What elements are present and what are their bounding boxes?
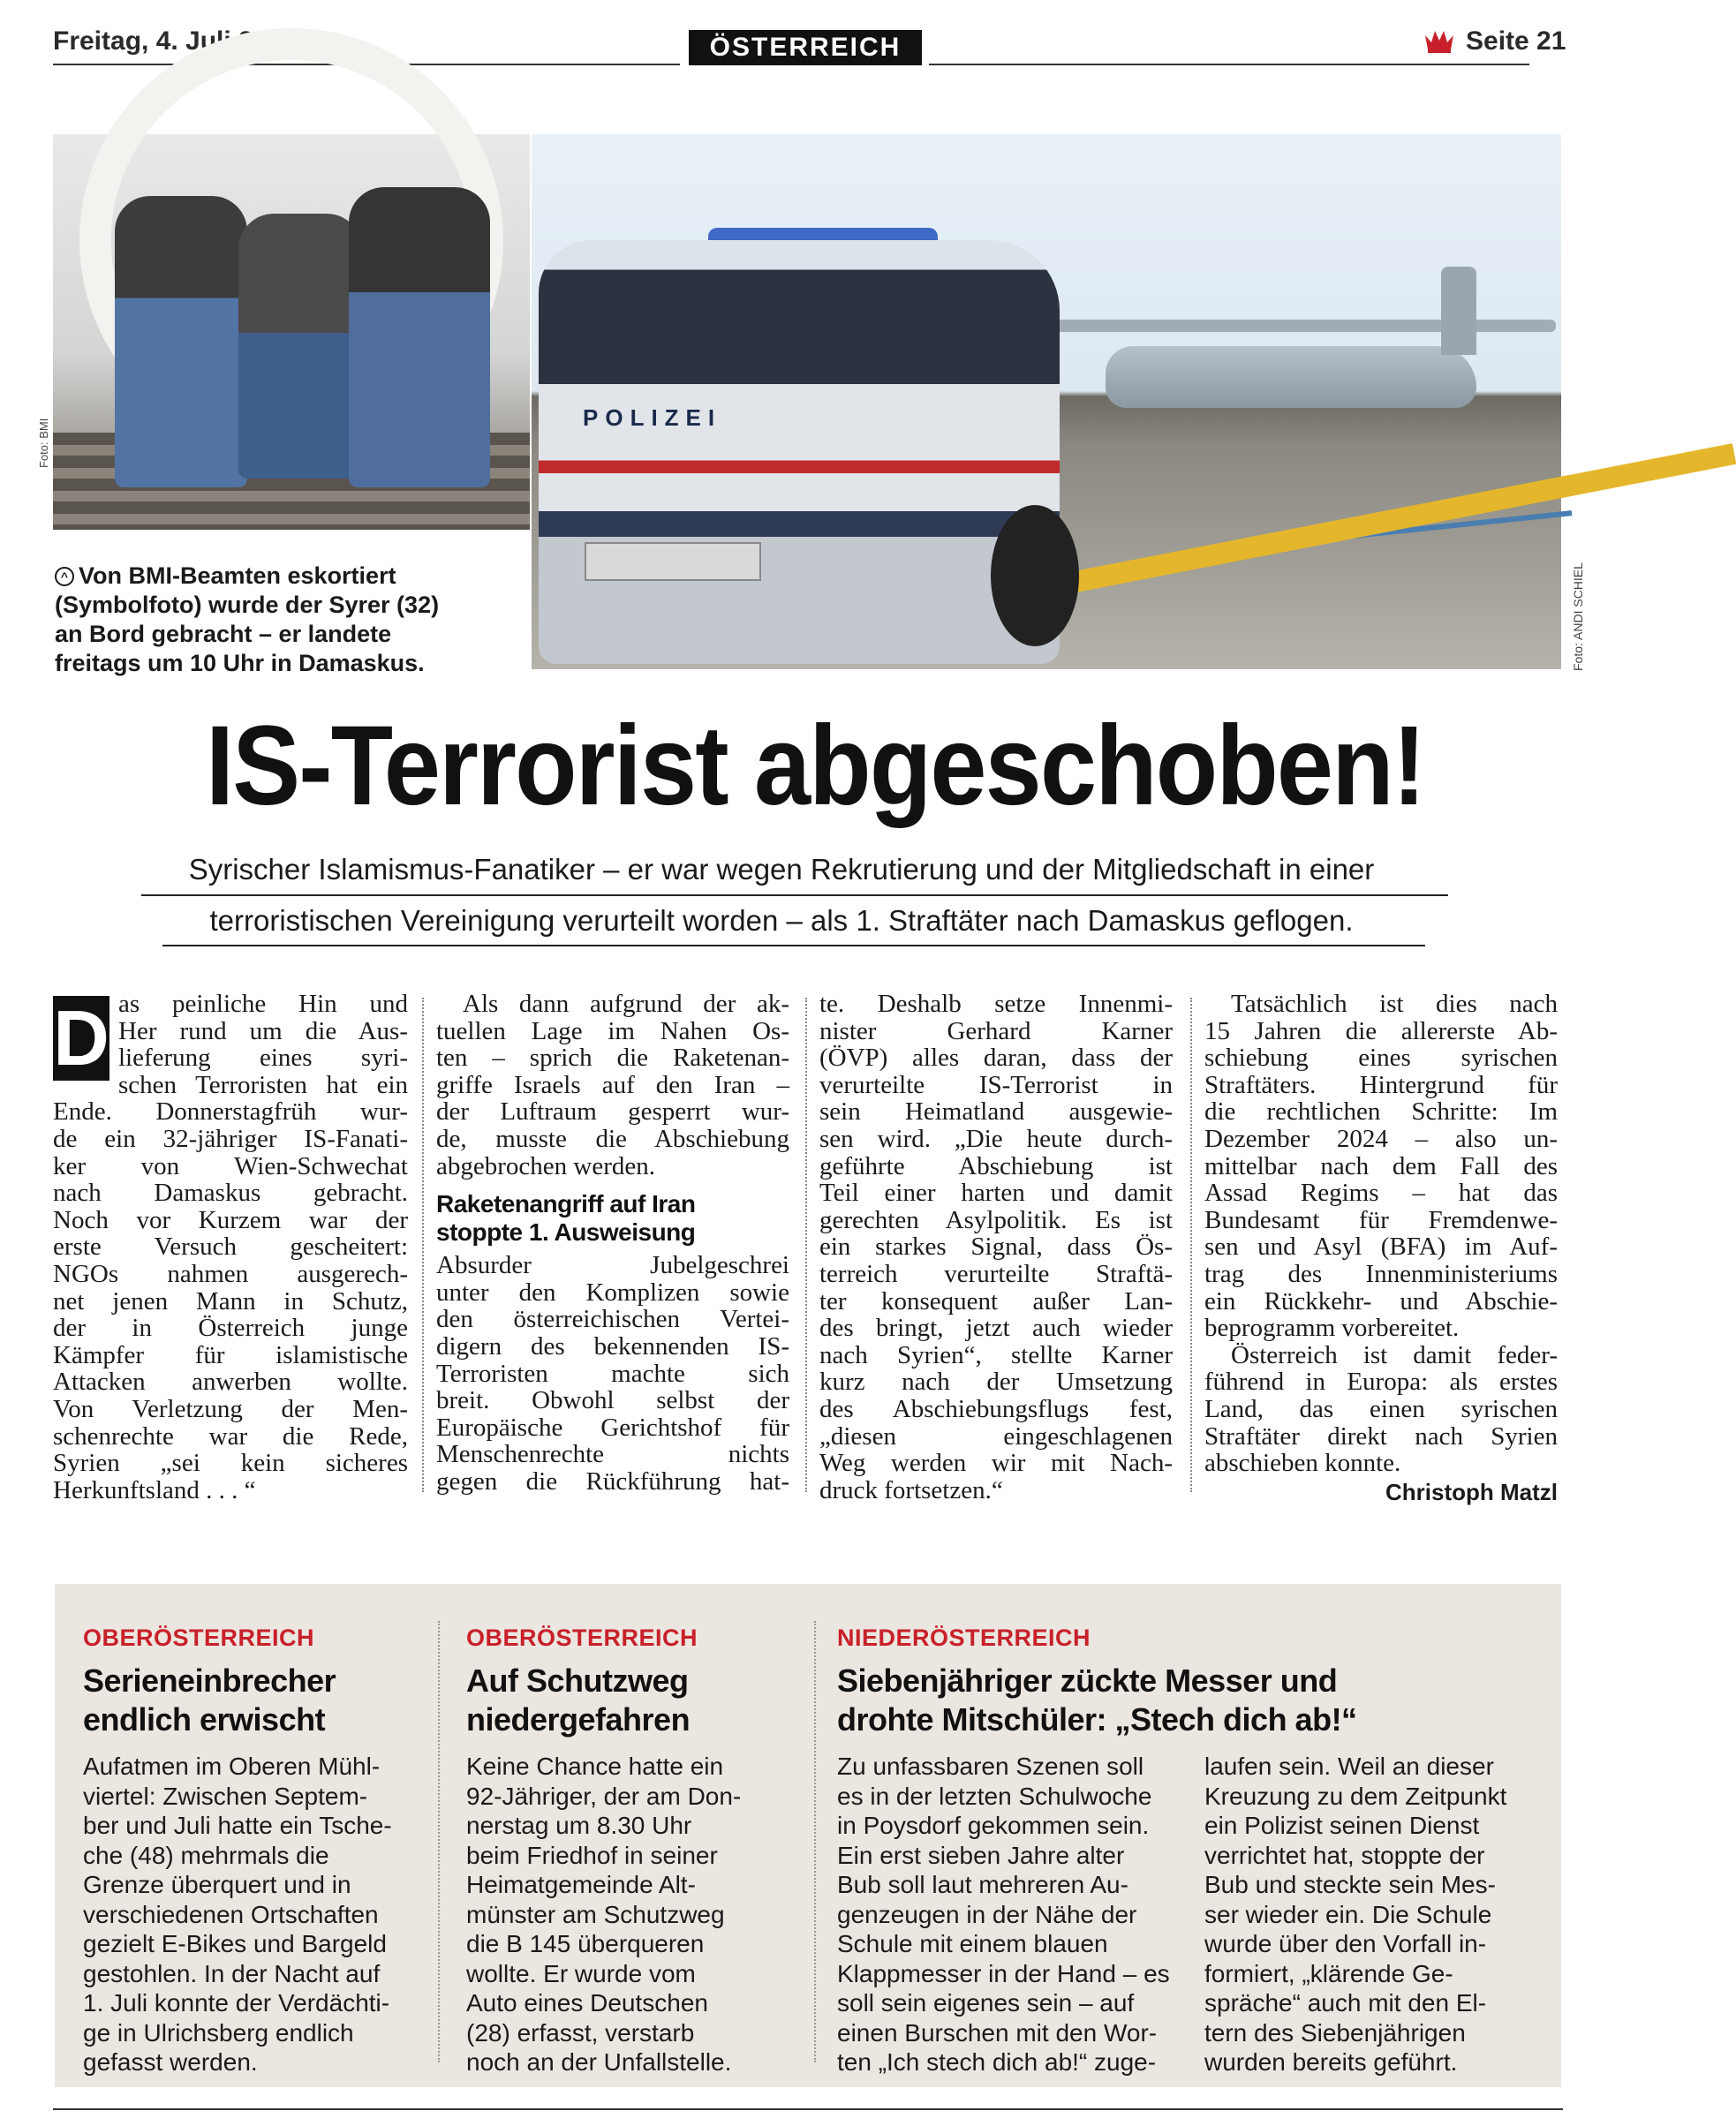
text-line: trag des Innenministeriums (1204, 1259, 1558, 1288)
subheadline-line-2: terroristischen Vereinigung verurteilt worden – als 1. Straftäter nach Damaskus geflogen. (209, 904, 1354, 937)
police-van (539, 240, 1060, 664)
text-line: viertel: Zwischen Septem- (83, 1782, 368, 1810)
text-line: Ende. Donnerstagfrüh wur- (53, 1097, 408, 1127)
text-line: des bringt, jetzt auch wieder (819, 1314, 1173, 1343)
plane-fuselage (1106, 346, 1476, 408)
text-line: nister Gerhard Karner (819, 1016, 1173, 1045)
text-line: che (48) mehrmals die (83, 1841, 329, 1869)
brief-2-text (466, 1752, 741, 2077)
brief-3-header (837, 1623, 1357, 1739)
text-line: Teil einer harten und damit (819, 1179, 1173, 1208)
text-line: NGOs nahmen ausgerech- (53, 1259, 408, 1288)
text-line: Ein erst sieben Jahre alter (837, 1841, 1125, 1869)
text-line: nach Syrien“, stellte Karner (819, 1340, 1173, 1369)
officer-right (349, 187, 490, 487)
brief-divider (814, 1621, 816, 2062)
subheadline-line-1: Syrischer Islamismus-Fanatiker – er war wegen Rekrutierung und der Mitgliedschaft in einer (188, 853, 1375, 886)
text-line: digern des bekennenden IS- (436, 1331, 789, 1361)
text-line: ein Rückkehr- und Abschie- (1204, 1286, 1558, 1316)
text-line: ten – sprich die Raketenan- (436, 1044, 789, 1073)
text-line: spräche“ auch mit den El- (1204, 1989, 1487, 2017)
text-line: soll sein eigenes sein – auf (837, 1989, 1135, 2017)
text-line: Keine Chance hatte ein (466, 1753, 724, 1780)
text-line: gezielt E-Bikes und Bargeld (83, 1930, 387, 1957)
text-line: abschieben konnte. (1204, 1449, 1401, 1478)
text-line: nach Damaskus gebracht. (53, 1179, 408, 1208)
text-line: Syrien „sei kein sicheres (53, 1449, 408, 1478)
text-line: 92-Jähriger, der am Don- (466, 1782, 742, 1810)
text-line: Schule mit einem blauen (837, 1930, 1108, 1957)
text-line: wollte. Er wurde vom (466, 1959, 696, 1987)
text-line: Straftäters. Hintergrund für (1204, 1070, 1558, 1099)
text-line: Assad Regims – hat das (1204, 1179, 1558, 1208)
brief-title-line: Serieneinbrecher (83, 1662, 336, 1699)
text-line: in Poysdorf gekommen sein. (837, 1812, 1150, 1839)
photo-escort-stairs (53, 134, 530, 530)
text-line: schenrechte war die Rede, (53, 1421, 408, 1451)
text-line: ten „Ich stech dich ab!“ zuge- (837, 2048, 1157, 2076)
text-line: Von Verletzung der Men- (53, 1394, 408, 1423)
text-line: tuellen Lage im Nahen Os- (436, 1016, 789, 1045)
photo1-credit: Foto: BMI (37, 418, 50, 468)
text-line: Bub soll laut mehreren Au- (837, 1871, 1128, 1898)
text-line: de ein 32-jähriger IS-Fanati- (53, 1124, 408, 1153)
text-line: Straftäter direkt nach Syrien (1204, 1421, 1558, 1451)
text-line: Land, das einen syrischen (1204, 1394, 1558, 1423)
text-line: Tatsächlich ist dies nach (1231, 990, 1558, 1018)
text-line: der in Österreich junge (53, 1314, 408, 1343)
text-line: tern des Siebenjährigen (1204, 2018, 1466, 2047)
text-line: Kreuzung zu dem Zeitpunkt (1204, 1782, 1507, 1810)
van-wheel (991, 505, 1079, 646)
text-line: laufen sein. Weil an dieser (1204, 1753, 1494, 1780)
text-line: schen Terroristen hat ein (118, 1070, 408, 1099)
brief-3-text-col-a (837, 1752, 1170, 2077)
brief-1-header (83, 1623, 336, 1739)
deportee (238, 214, 362, 479)
text-line: Attacken anwerben wollte. (53, 1368, 408, 1397)
text-line: net jenen Mann in Schutz, (53, 1286, 408, 1316)
text-line: geführte Abschiebung ist (819, 1151, 1173, 1180)
text-line: as peinliche Hin und (118, 990, 408, 1018)
brief-title-line: Siebenjähriger zückte Messer und (837, 1662, 1338, 1699)
text-line: Terroristen machte sich (436, 1359, 789, 1388)
brief-1-text (83, 1752, 392, 2077)
text-line: gegen die Rückführung hat- (436, 1466, 789, 1496)
van-lettering: POLIZEI (583, 404, 722, 431)
text-line: genzeugen in der Nähe der (837, 1900, 1137, 1928)
brief-3-text-col-b (1204, 1752, 1506, 2077)
headline: IS-Terrorist abgeschoben! (206, 703, 1425, 829)
article-column-2 (436, 991, 789, 1496)
text-line: Noch vor Kurzem war der (53, 1205, 408, 1234)
page-number: Seite 21 (1466, 26, 1566, 56)
photo-police-van-plane (532, 134, 1561, 669)
article-column-3 (819, 991, 1173, 1504)
text-line: (ÖVP) alles daran, dass der (819, 1044, 1173, 1073)
brief-divider (438, 1621, 440, 2062)
text-line: verschiedenen Ortschaften (83, 1900, 379, 1928)
text-line: der Luftraum gesperrt wur- (436, 1097, 789, 1127)
plane-tail (1441, 267, 1476, 355)
photo2-credit: Foto: ANDI SCHIEL (1571, 562, 1585, 671)
brief-2-header (466, 1623, 698, 1739)
text-line: schiebung eines syrischen (1204, 1044, 1558, 1073)
issue-date: Freitag, 4. Juli 2025 (53, 26, 298, 56)
text-line: Aufatmen im Oberen Mühl- (83, 1753, 381, 1780)
text-line: münster am Schutzweg (466, 1900, 725, 1928)
text-line: den österreichischen Vertei- (436, 1305, 789, 1334)
brief-title-line: niedergefahren (466, 1701, 691, 1738)
text-line: druck fortsetzen.“ (819, 1475, 1003, 1504)
text-line: Österreich ist damit feder- (1231, 1340, 1558, 1369)
text-line: verrichtet hat, stoppte der (1204, 1841, 1485, 1869)
text-line: terreich verurteilte Straftä- (819, 1259, 1173, 1288)
text-line: Menschenrechte nichts (436, 1440, 789, 1469)
caption-line-2: (Symbolfoto) wurde der Syrer (32) (55, 592, 440, 618)
license-plate-blurred (585, 542, 761, 581)
text-line: beprogramm vorbereitet. (1204, 1314, 1460, 1343)
text-line: Zu unfassbaren Szenen soll (837, 1753, 1144, 1780)
plane-wing (1026, 320, 1556, 332)
brief-title-line: drohte Mitschüler: „Stech dich ab!“ (837, 1701, 1357, 1738)
text-line: ker von Wien-Schwechat (53, 1151, 408, 1180)
text-line: Her rund um die Aus- (118, 1016, 408, 1045)
column-divider (1190, 998, 1192, 1492)
text-line: Herkunftsland . . . “ (53, 1475, 256, 1504)
article-column-1 (53, 991, 408, 1504)
text-line: nerstag um 8.30 Uhr (466, 1812, 692, 1839)
text-line: Weg werden wir mit Nach- (819, 1449, 1173, 1478)
text-line: de, musste die Abschiebung (436, 1124, 789, 1153)
photo-caption (55, 562, 532, 678)
text-line: Bub und steckte sein Mes- (1204, 1871, 1496, 1898)
section-label: ÖSTERREICH (689, 30, 922, 65)
subheadline-rule-2 (162, 945, 1425, 946)
text-line: sein Heimatland ausgewie- (819, 1097, 1173, 1127)
text-line: gerechten Asylpolitik. Es ist (819, 1205, 1173, 1234)
text-line: Grenze überquert und in (83, 1871, 351, 1898)
text-line: „diesen eingeschlagenen (819, 1421, 1173, 1451)
text-line: beim Friedhof in seiner (466, 1841, 718, 1869)
brief-title-line: Auf Schutzweg (466, 1662, 689, 1699)
author-byline: Christoph Matzl (1385, 1478, 1558, 1505)
text-line: des Abschiebungsflugs fest, (819, 1394, 1173, 1423)
text-line: die rechtlichen Schritte: Im (1204, 1097, 1558, 1127)
caption-line-4: freitags um 10 Uhr in Damaskus. (55, 650, 425, 676)
arrow-up-circle-icon: ^ (55, 567, 74, 586)
text-line: es in der letzten Schulwoche (837, 1782, 1152, 1810)
brief-title-line: endlich erwischt (83, 1701, 326, 1738)
text-line: lieferung eines syri- (118, 1044, 408, 1073)
text-line: Heimatgemeinde Alt- (466, 1871, 696, 1898)
text-line: Absurder Jubelgeschrei (436, 1251, 789, 1280)
text-line: wurden bereits geführt. (1204, 2048, 1458, 2076)
text-line: formiert, „klärende Ge- (1204, 1959, 1453, 1987)
text-line: abgebrochen werden. (436, 1151, 655, 1180)
text-line: ge in Ulrichsberg endlich (83, 2018, 354, 2047)
article-column-4 (1204, 991, 1558, 1507)
text-line: breit. Obwohl selbst der (436, 1386, 789, 1415)
text-line: Klappmesser in der Hand – es (837, 1959, 1170, 1987)
text-line: noch an der Unfallstelle. (466, 2048, 732, 2076)
column-divider (805, 998, 807, 1492)
text-line: führend in Europa: als erstes (1204, 1368, 1558, 1397)
text-line: kurz nach der Umsetzung (819, 1368, 1173, 1397)
caption-line-1: ^ Von BMI-Beamten eskortiert (55, 562, 532, 591)
brief-region: OBERÖSTERREICH (466, 1625, 698, 1651)
text-line: einen Burschen mit den Wor- (837, 2018, 1158, 2047)
drop-cap: D (53, 994, 109, 1082)
text-line: Europäische Gerichtshof für (436, 1413, 789, 1442)
text-line: mittelbar nach dem Fall des (1204, 1151, 1558, 1180)
caption-line-3: an Bord gebracht – er landete (55, 621, 392, 647)
article-subhead-line-2: stoppte 1. Ausweisung (436, 1218, 696, 1247)
brief-region: OBERÖSTERREICH (83, 1625, 315, 1651)
article-subhead-line-1: Raketenangriff auf Iran (436, 1190, 696, 1218)
text-line: ein Polizist seinen Dienst (1204, 1812, 1480, 1839)
text-line: gefasst werden. (83, 2048, 258, 2076)
text-line: ein starkes Signal, dass Ös- (819, 1233, 1173, 1262)
text-line: unter den Komplizen sowie (436, 1278, 789, 1307)
text-line: griffe Israels auf den Iran – (436, 1070, 789, 1099)
text-line: 1. Juli konnte der Verdächti- (83, 1989, 390, 2017)
text-line: verurteilte IS-Terrorist in (819, 1070, 1173, 1099)
text-line: ter konsequent außer Lan- (819, 1286, 1173, 1316)
text-line: gestohlen. In der Nacht auf (83, 1959, 381, 1987)
crown-icon (1423, 28, 1455, 53)
text-line: die B 145 überqueren (466, 1930, 705, 1957)
text-line: Dezember 2024 – also un- (1204, 1124, 1558, 1153)
text-line: (28) erfasst, verstarb (466, 2018, 695, 2047)
text-line: Kämpfer für islamistische (53, 1340, 408, 1369)
text-line: ser wieder ein. Die Schule (1204, 1900, 1492, 1928)
brief-region: NIEDERÖSTERREICH (837, 1625, 1091, 1651)
text-line: Bundesamt für Fremdenwe- (1204, 1205, 1558, 1234)
text-line: wurde über den Vorfall in- (1204, 1930, 1487, 1957)
text-line: Als dann aufgrund der ak- (463, 990, 789, 1018)
officer-left (115, 196, 247, 487)
column-divider (422, 998, 424, 1492)
text-line: Auto eines Deutschen (466, 1989, 708, 2017)
text-line: 15 Jahren die allererste Ab- (1204, 1016, 1558, 1045)
text-line: sen und Asyl (BFA) im Auf- (1204, 1233, 1558, 1262)
page-bottom-rule (53, 2108, 1563, 2110)
text-line: sen wird. „Die heute durch- (819, 1124, 1173, 1153)
text-line: te. Deshalb setze Innenmi- (819, 990, 1173, 1018)
text-line: ber und Juli hatte ein Tsche- (83, 1812, 392, 1839)
subheadline-rule-1 (141, 894, 1448, 896)
text-line: erste Versuch gescheitert: (53, 1233, 408, 1262)
header-rule-right (929, 64, 1529, 65)
